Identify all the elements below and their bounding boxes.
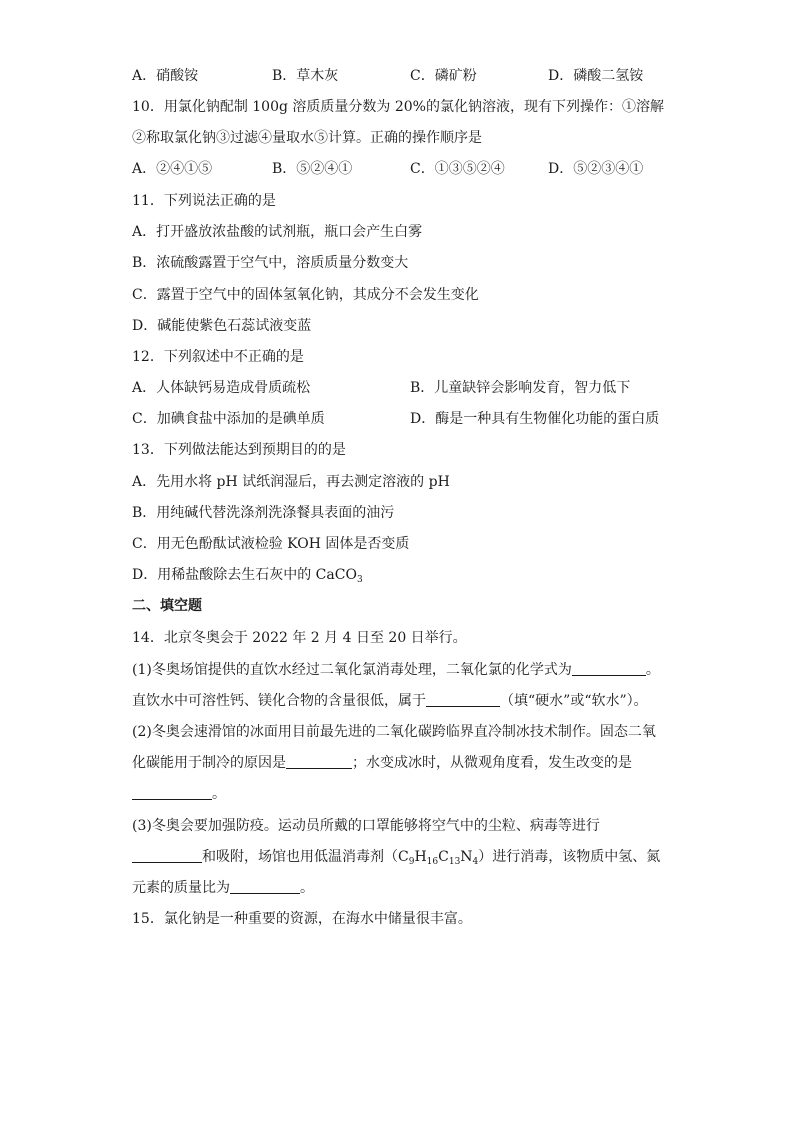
answer-blank-2[interactable] [426, 692, 500, 707]
q11-option-a: A．打开盛放浓盐酸的试剂瓶，瓶口会产生白雾 [132, 224, 423, 240]
answer-blank-4[interactable] [132, 785, 212, 800]
q14-part2-text: 化碳能用于制冷的原因是 [132, 755, 286, 771]
formula-element: C [398, 849, 409, 865]
formula-element: C [438, 849, 449, 865]
q10-option-a: A．②④①⑤ [132, 161, 213, 177]
q14-part3-line2 [132, 848, 660, 866]
punctuation: 。 [212, 786, 226, 802]
answer-blank-6[interactable] [230, 879, 300, 894]
answer-blank-5[interactable] [132, 848, 202, 863]
q11-option-d: D．碱能使紫色石蕊试液变蓝 [132, 318, 312, 334]
q10-option-b: B．⑤②④① [272, 161, 353, 177]
q11-stem: 11．下列说法正确的是 [132, 193, 276, 209]
q11-option-c: C．露置于空气中的固体氢氧化钠，其成分不会发生变化 [132, 287, 479, 303]
q12-option-a: A．人体缺钙易造成骨质疏松 [132, 380, 311, 396]
q13-option-d [132, 566, 363, 584]
q13-stem: 13．下列做法能达到预期目的的是 [132, 442, 346, 458]
q10-option-c: C．①③⑤②④ [410, 161, 505, 177]
q9-option-c: C．磷矿粉 [410, 68, 477, 84]
q14-part3-text: 和吸附，场馆也用低温消毒剂（ [202, 849, 398, 865]
punctuation: 。 [645, 662, 660, 678]
q12-option-b: B．儿童缺锌会影响发育，智力低下 [410, 380, 631, 396]
answer-blank-3[interactable] [286, 754, 352, 769]
q12-option-d: D．酶是一种具有生物催化功能的蛋白质 [410, 411, 660, 427]
q13-option-b: B．用纯碱代替洗涤剂洗涤餐具表面的油污 [132, 505, 395, 521]
q14-part1-text: (1)冬奥场馆提供的直饮水经过二氧化氯消毒处理，二氧化氯的化学式为 [132, 662, 572, 678]
q13-option-d-text: D．用稀盐酸除去生石灰中的 CaCO [132, 567, 357, 583]
formula-subscript: 9 [408, 857, 415, 867]
q12-option-c: C．加碘食盐中添加的是碘单质 [132, 411, 325, 427]
formula-subscript: 13 [448, 857, 461, 867]
chemical-formula [398, 849, 478, 865]
section-title-fill-in: 二、填空题 [132, 598, 202, 614]
q9-option-d: D．磷酸二氢铵 [548, 68, 644, 84]
q14-part1-line2 [132, 692, 648, 710]
q14-part3-line3 [132, 879, 314, 897]
q14-part3-line1: (3)冬奥会要加强防疫。运动员所戴的口罩能够将空气中的尘粒、病毒等进行 [132, 818, 600, 834]
q14-part2-line3 [132, 785, 226, 803]
formula-subscript: 16 [426, 857, 439, 867]
q10-stem-line1: 10．用氯化钠配制 100g 溶质质量分数为 20%的氯化钠溶液，现有下列操作：①溶解 [132, 99, 664, 115]
q11-option-b: B．浓硫酸露置于空气中，溶质质量分数变大 [132, 255, 409, 271]
q10-stem-line2: ②称取氯化钠③过滤④量取水⑤计算。正确的操作顺序是 [132, 130, 482, 146]
q14-part3-text: ）进行消毒，该物质中氢、氮 [478, 849, 661, 865]
answer-blank-1[interactable] [572, 661, 646, 676]
q13-option-c: C．用无色酚酞试液检验 KOH 固体是否变质 [132, 536, 410, 552]
q14-part2-line1: (2)冬奥会速滑馆的冰面用目前最先进的二氧化碳跨临界直冷制冰技术制作。固态二氧 [132, 724, 656, 740]
q14-part1-hint: （填“硬水”或“软水”）。 [500, 693, 648, 709]
q14-part3-text: 元素的质量比为 [132, 880, 230, 896]
q14-part1-line1 [132, 661, 660, 679]
formula-element: H [414, 849, 427, 865]
formula-element: N [460, 849, 473, 865]
q14-part1-text: 直饮水中可溶性钙、镁化合物的含量很低，属于 [132, 693, 426, 709]
q12-stem: 12．下列叙述中不正确的是 [132, 349, 304, 365]
formula-subscript: 4 [472, 857, 479, 867]
q15-stem: 15．氯化钠是一种重要的资源，在海水中储量很丰富。 [132, 911, 472, 927]
q10-option-d: D．⑤②③④① [548, 161, 644, 177]
q14-part2-line2 [132, 754, 632, 772]
q9-option-a: A．硝酸铵 [132, 68, 199, 84]
q14-stem: 14．北京冬奥会于 2022 年 2 月 4 日至 20 日举行。 [132, 630, 467, 646]
q9-option-b: B．草木灰 [272, 68, 339, 84]
q13-option-d-subscript: 3 [356, 575, 363, 585]
q13-option-a: A．先用水将 pH 试纸润湿后，再去测定溶液的 pH [132, 474, 450, 490]
q14-part2-text: ；水变成冰时，从微观角度看，发生改变的是 [352, 755, 632, 771]
punctuation: 。 [300, 880, 314, 896]
